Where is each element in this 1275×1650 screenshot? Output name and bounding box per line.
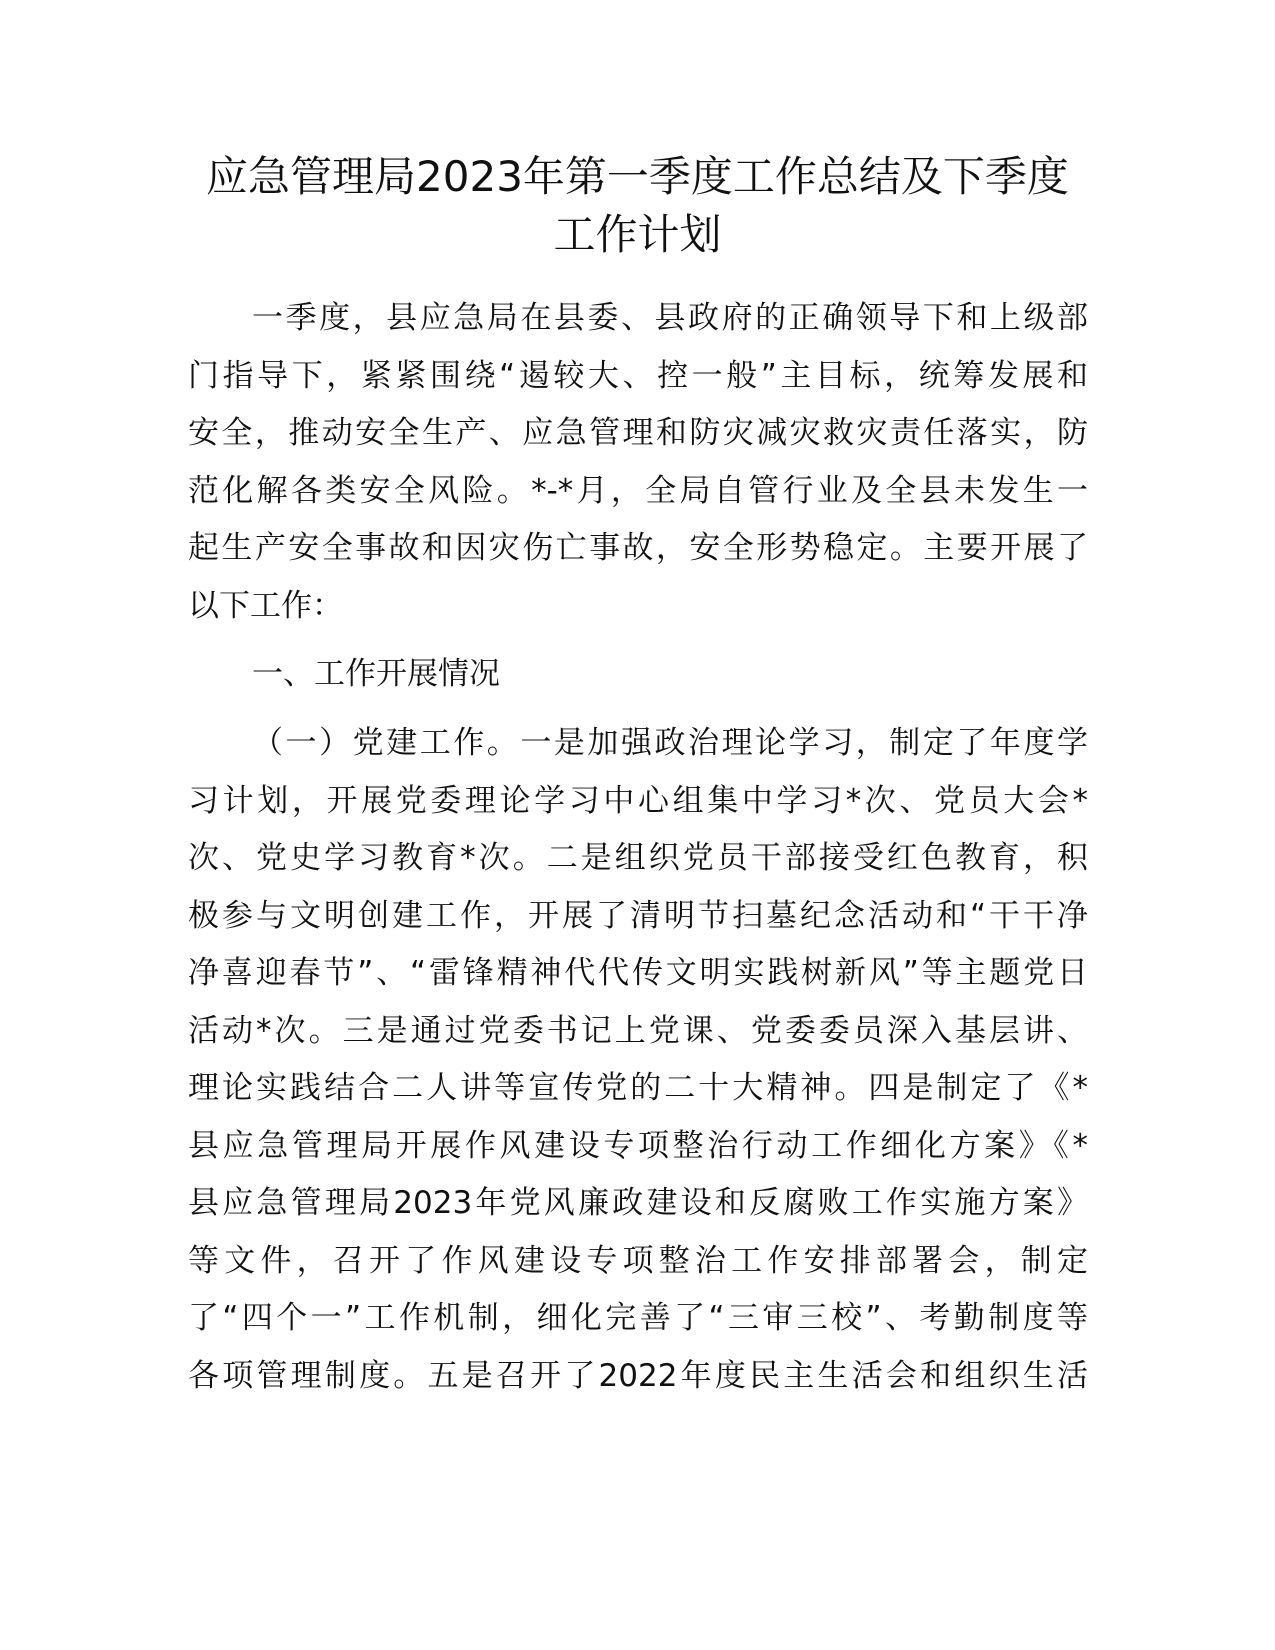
paragraph-line: 门指导下，紧紧围绕“遏较大、控一般”主目标，统筹发展和 [188, 357, 1088, 394]
paragraph-line: 起生产安全事故和因灾伤亡事故，安全形势稳定。主要开展了 [188, 530, 1088, 566]
paragraph-line: 安全，推动安全生产、应急管理和防灾减灾救灾责任落实，防 [188, 415, 1088, 451]
paragraph-line: 各项管理制度。五是召开了2022年度民主生活会和组织生活 [188, 1357, 1088, 1394]
paragraph-line: 极参与文明创建工作，开展了清明节扫墓纪念活动和“干干净 [188, 897, 1088, 934]
paragraph-line: 活动*次。三是通过党委书记上党课、党委委员深入基层讲、 [188, 1012, 1088, 1049]
section-heading: 一、工作开展情况 [252, 656, 500, 692]
paragraph-line: 一季度，县应急局在县委、县政府的正确领导下和上级部 [252, 300, 1088, 336]
paragraph-line: 范化解各类安全风险。*-*月，全局自管行业及全县未发生一 [188, 472, 1088, 509]
paragraph-line: 以下工作： [188, 587, 343, 624]
party-work-paragraph [188, 715, 1088, 1405]
document-title-line-2: 工作计划 [553, 210, 722, 259]
paragraph-line: 等文件，召开了作风建设专项整治工作安排部署会，制定 [188, 1242, 1088, 1279]
paragraph-line: 次、党史学习教育*次。二是组织党员干部接受红色教育，积 [188, 840, 1088, 876]
paragraph-line: 县应急管理局2023年党风廉政建设和反腐败工作实施方案》 [188, 1185, 1088, 1221]
paragraph-line: 了“四个一”工作机制，细化完善了“三审三校”、考勤制度等 [188, 1300, 1088, 1336]
document-title [150, 148, 1125, 264]
document-body [188, 290, 1088, 1405]
paragraph-line: 县应急管理局开展作风建设专项整治行动工作细化方案》《* [188, 1127, 1088, 1164]
paragraph-line: 习计划，开展党委理论学习中心组集中学习*次、党员大会* [188, 782, 1088, 819]
intro-paragraph [188, 290, 1088, 635]
document-title-line-1: 应急管理局2023年第一季度工作总结及下季度 [206, 152, 1069, 201]
paragraph-line: 理论实践结合二人讲等宣传党的二十大精神。四是制定了《* [188, 1070, 1088, 1106]
paragraph-line: （一）党建工作。一是加强政治理论学习，制定了年度学 [252, 725, 1088, 761]
paragraph-line: 净喜迎春节”、“雷锋精神代代传文明实践树新风”等主题党日 [188, 955, 1088, 991]
